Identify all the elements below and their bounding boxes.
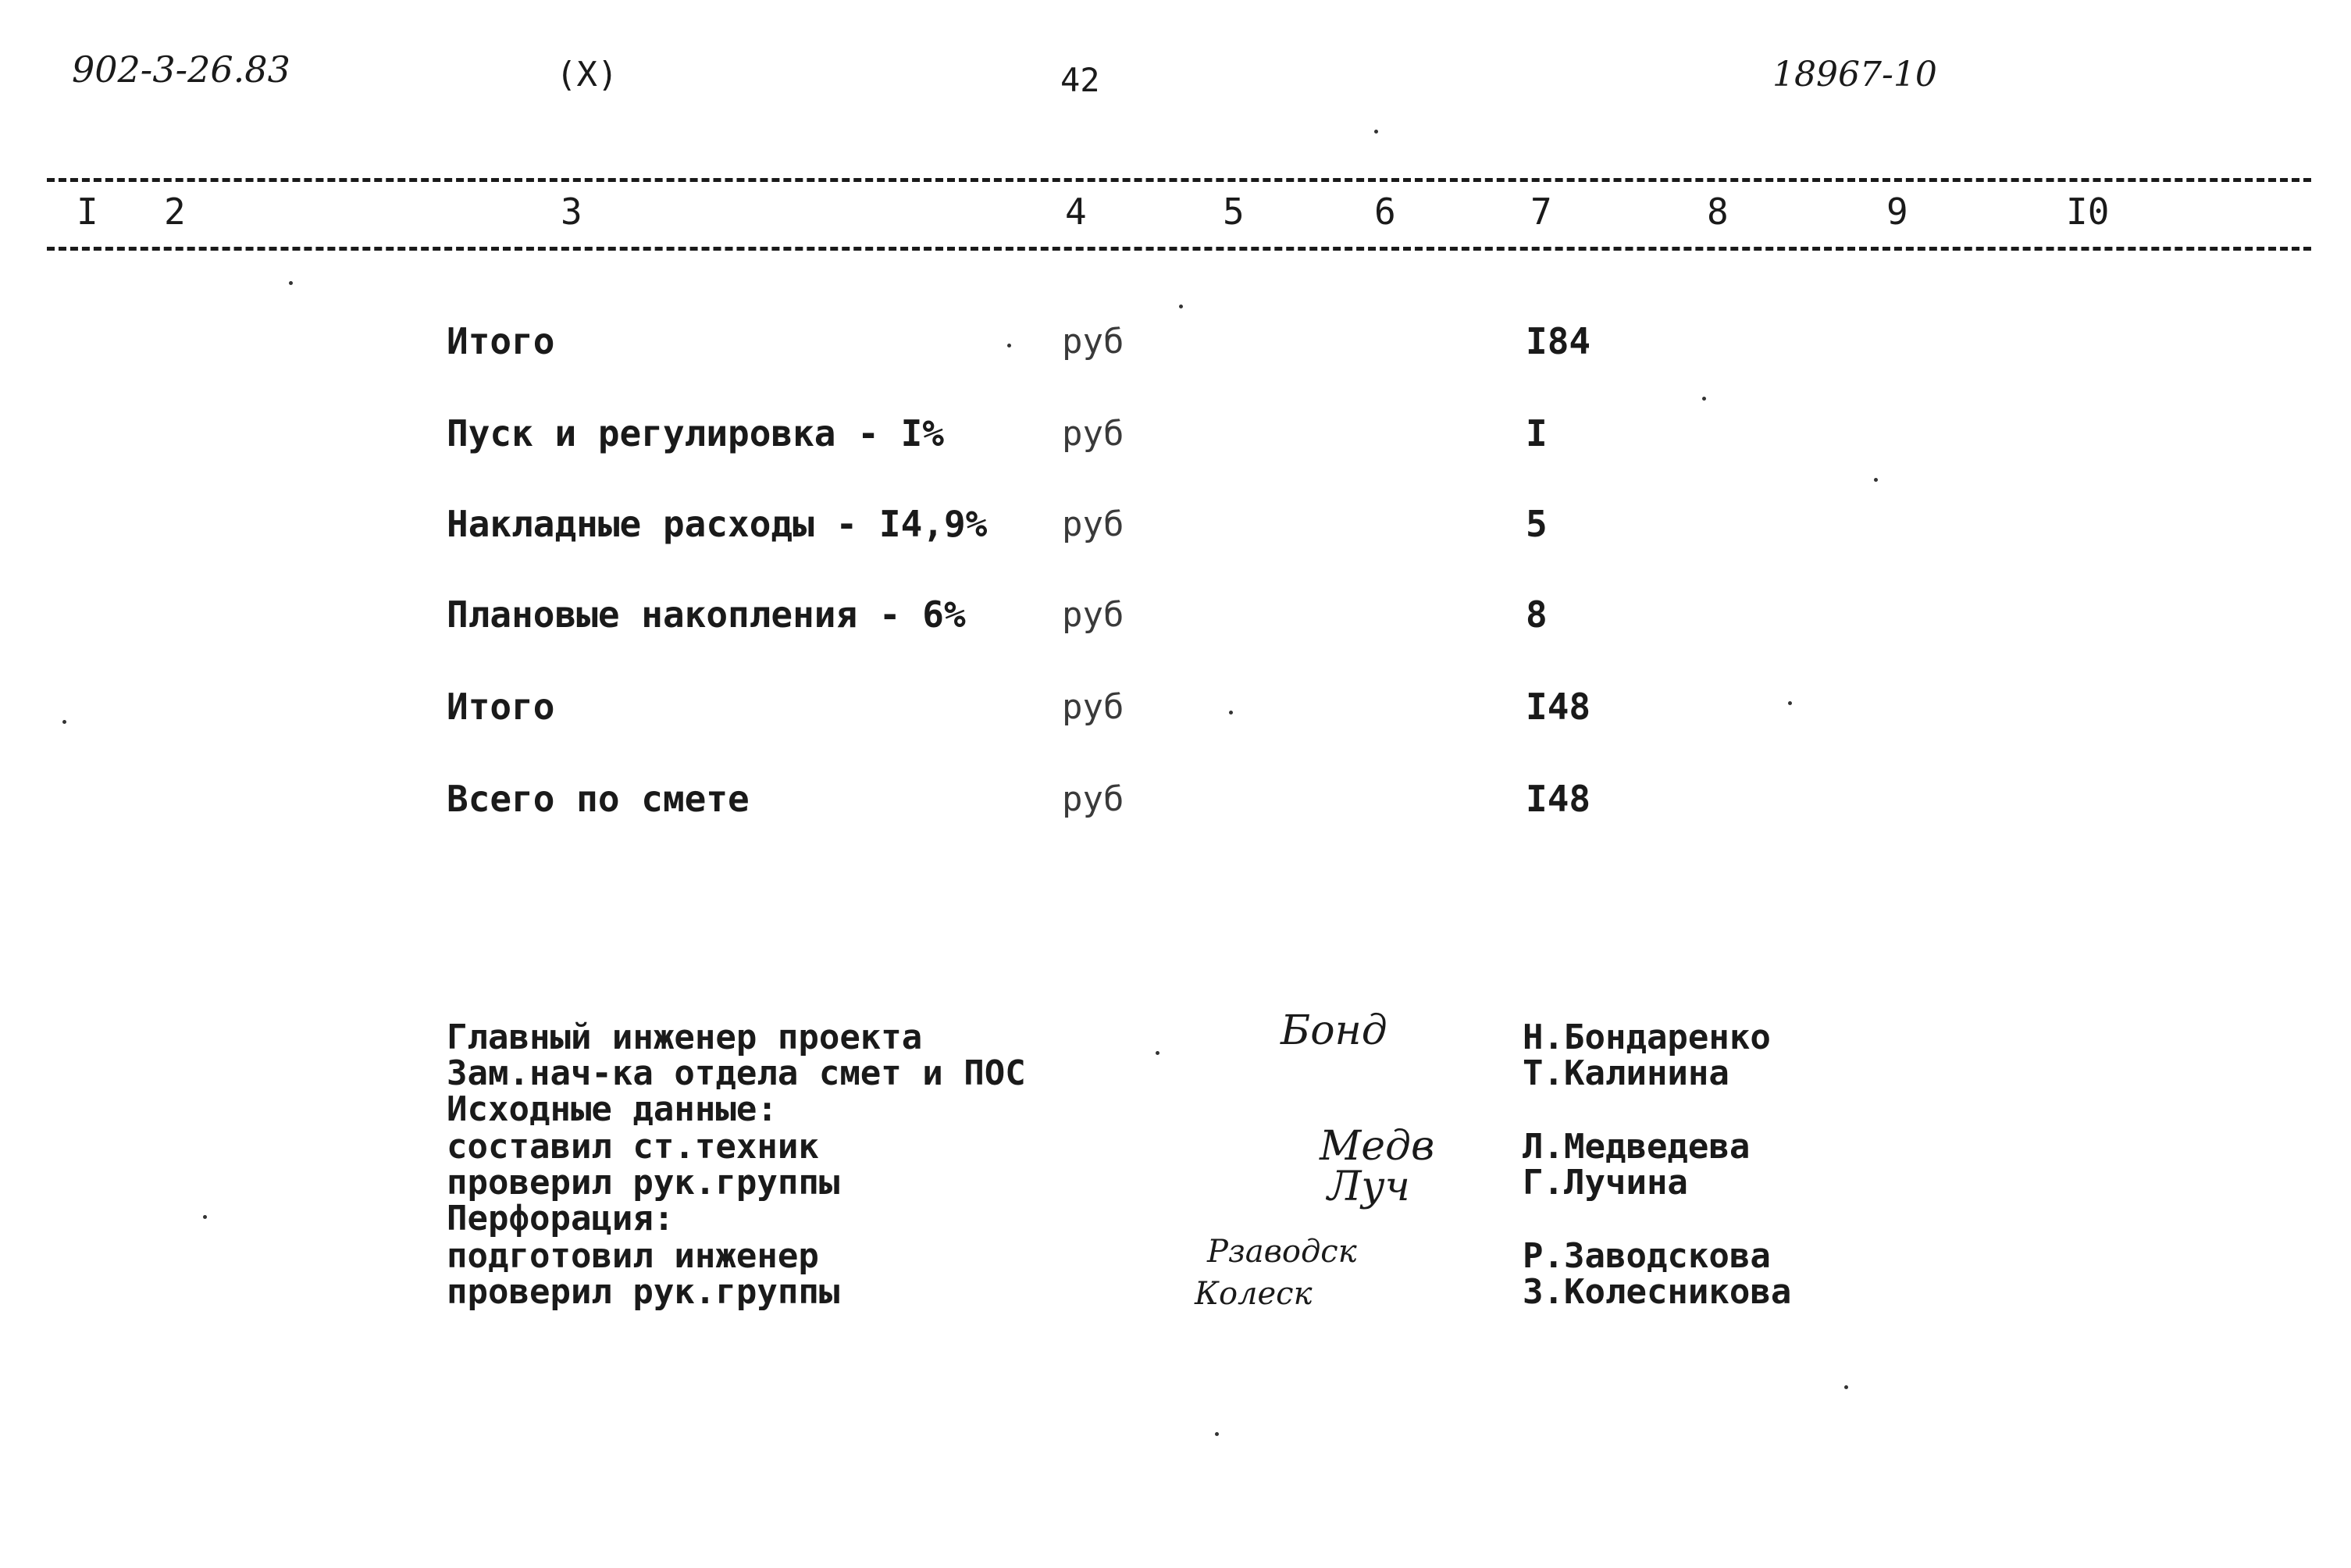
document-code: 902-3-26.83 <box>72 48 290 91</box>
signature-kolesnikova: Колеск <box>1195 1276 1313 1312</box>
role-checked-2: проверил рук.группы <box>447 1272 840 1312</box>
signature-bondarenko: Бонд <box>1281 1007 1387 1054</box>
document-number: 18967-10 <box>1772 55 1937 94</box>
column-header-1: I <box>77 191 98 233</box>
column-header-9: 9 <box>1886 191 1908 233</box>
row-value: 8 <box>1526 593 1548 636</box>
column-header-4: 4 <box>1065 191 1087 233</box>
row-value: I48 <box>1526 778 1591 820</box>
row-unit: руб <box>1062 687 1124 727</box>
page-number: 42 <box>1060 61 1100 99</box>
row-unit: руб <box>1062 504 1124 544</box>
role-chief-engineer: Главный инженер проекта <box>447 1017 923 1057</box>
role-source-data: Исходные данные: <box>447 1089 778 1129</box>
row-unit: руб <box>1062 322 1124 362</box>
name-kalinina: Т.Калинина <box>1523 1053 1729 1093</box>
section-marker: (X) <box>556 55 618 94</box>
column-header-10: I0 <box>2066 191 2110 233</box>
row-value: 5 <box>1526 503 1548 545</box>
name-zavodskova: Р.Заводскова <box>1523 1236 1771 1276</box>
row-label: Плановые накопления - 6% <box>447 593 966 636</box>
row-value: I84 <box>1526 320 1591 362</box>
row-label: Пуск и регулировка - I% <box>447 412 944 454</box>
signature-medvedeva: Медв <box>1320 1123 1435 1170</box>
name-medvedeva: Л.Медведева <box>1523 1127 1751 1167</box>
column-header-2: 2 <box>164 191 186 233</box>
column-header-7: 7 <box>1530 191 1552 233</box>
signature-luchina: Луч <box>1327 1164 1410 1210</box>
row-unit: руб <box>1062 595 1124 635</box>
name-kolesnikova: З.Колесникова <box>1523 1272 1792 1312</box>
row-value: I48 <box>1526 686 1591 728</box>
row-unit: руб <box>1062 414 1124 454</box>
role-prepared: подготовил инженер <box>447 1236 819 1276</box>
row-label: Всего по смете <box>447 778 750 820</box>
table-header-rule <box>47 247 2311 251</box>
column-header-6: 6 <box>1374 191 1396 233</box>
name-luchina: Г.Лучина <box>1523 1163 1688 1203</box>
role-perforation: Перфорация: <box>447 1199 675 1238</box>
column-header-8: 8 <box>1707 191 1729 233</box>
role-checked: проверил рук.группы <box>447 1163 840 1203</box>
column-header-3: 3 <box>561 191 582 233</box>
name-bondarenko: Н.Бондаренко <box>1523 1017 1771 1057</box>
row-label: Итого <box>447 686 555 728</box>
row-label: Итого <box>447 320 555 362</box>
row-unit: руб <box>1062 779 1124 819</box>
row-value: I <box>1526 412 1548 454</box>
row-label: Накладные расходы - I4,9% <box>447 503 988 545</box>
role-deputy-head: Зам.нач-ка отдела смет и ПОС <box>447 1053 1026 1093</box>
column-header-5: 5 <box>1223 191 1245 233</box>
role-compiled: составил ст.техник <box>447 1127 819 1167</box>
signature-zavodskova: Рзаводск <box>1207 1234 1357 1270</box>
table-top-rule <box>47 178 2311 182</box>
